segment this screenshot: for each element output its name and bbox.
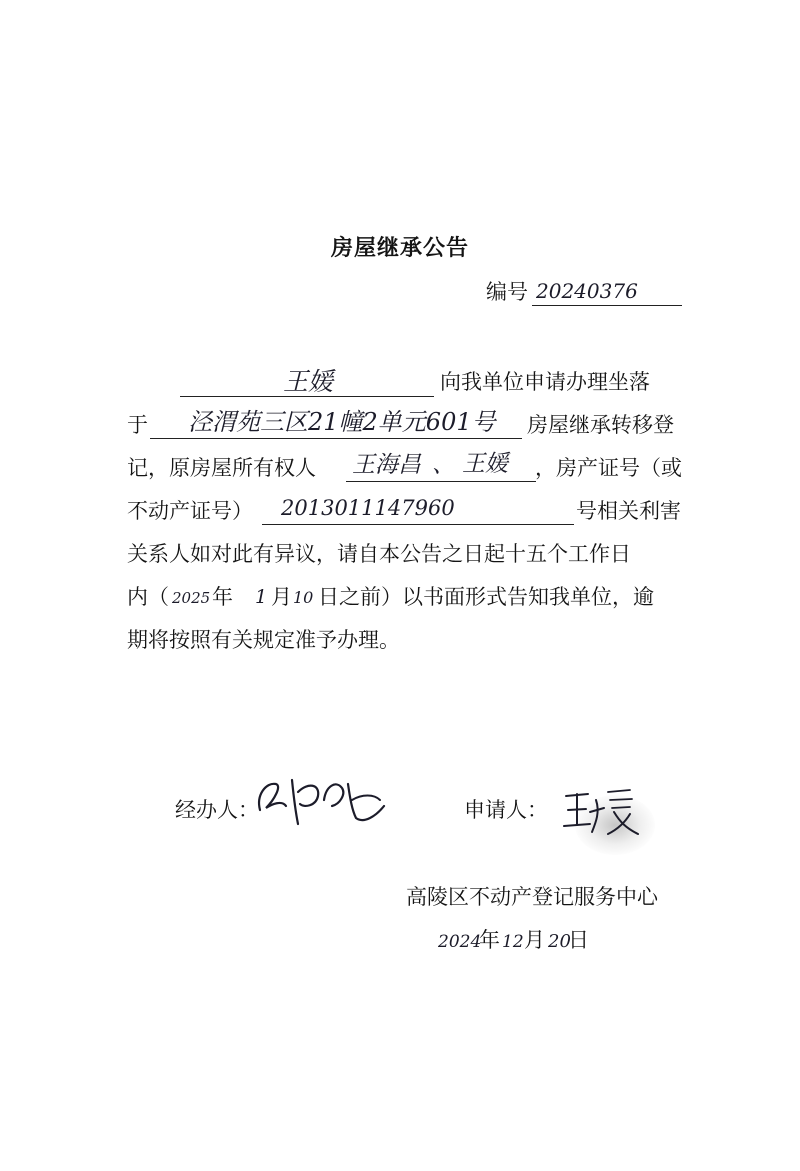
owner-1: 王海昌 [352,452,421,478]
line-3-suffix: ，房产证号（或 [535,456,682,480]
line-4-suffix: 号相关利害 [576,499,681,523]
notice-title: 房屋继承公告 [331,236,470,261]
line-6-prefix: 内（ [127,585,169,609]
line-4-text: 不动产证号） [127,499,253,523]
applicant-signature [560,782,650,842]
handler-signature [252,770,402,830]
handler-label: 经办人： [175,798,259,822]
address-underline [150,438,522,439]
applicant-underline [180,396,434,397]
deadline-month-label: 月 [271,585,292,609]
line-2-text: 房屋继承转移登 [527,413,674,437]
line-7-text: 期将按照有关规定准予办理。 [127,628,400,652]
issue-date-month: 12 [502,932,524,952]
line-5-text: 关系人如对此有异议，请自本公告之日起十五个工作日 [127,542,631,566]
deadline-day: 10 [293,588,314,607]
deadline-year-label: 年 [212,585,233,609]
property-address: 泾渭苑三区21幢2单元601号 [188,408,496,436]
issue-date-year: 2024 [438,932,482,952]
deadline-year: 2025 [172,589,211,607]
applicant-name: 王媛 [283,367,334,396]
line-1-text: 向我单位申请办理坐落 [440,370,650,394]
certificate-underline [262,524,574,525]
deadline-month: 1 [255,586,268,608]
issuer-name: 高陵区不动产登记服务中心 [406,885,658,909]
owner-separator: 、 [432,452,455,478]
owner-2: 王媛 [462,451,508,477]
issue-date-day-label: 日 [568,928,589,952]
number-label: 编号 [486,280,528,304]
number-underline [532,305,682,306]
issue-date-month-label: 月 [524,928,545,952]
line-6-suffix: 日之前）以书面形式告知我单位，逾 [318,585,654,609]
applicant-label: 申请人： [464,798,548,822]
line-3-text: 记，原房屋所有权人 [127,456,316,480]
issue-date-year-label: 年 [479,928,500,952]
number-value: 20240376 [536,279,638,303]
issue-date-day: 20 [548,931,571,952]
owner-underline [346,481,536,482]
certificate-number: 2013011147960 [281,496,455,520]
line-2-prefix: 于 [127,413,148,437]
